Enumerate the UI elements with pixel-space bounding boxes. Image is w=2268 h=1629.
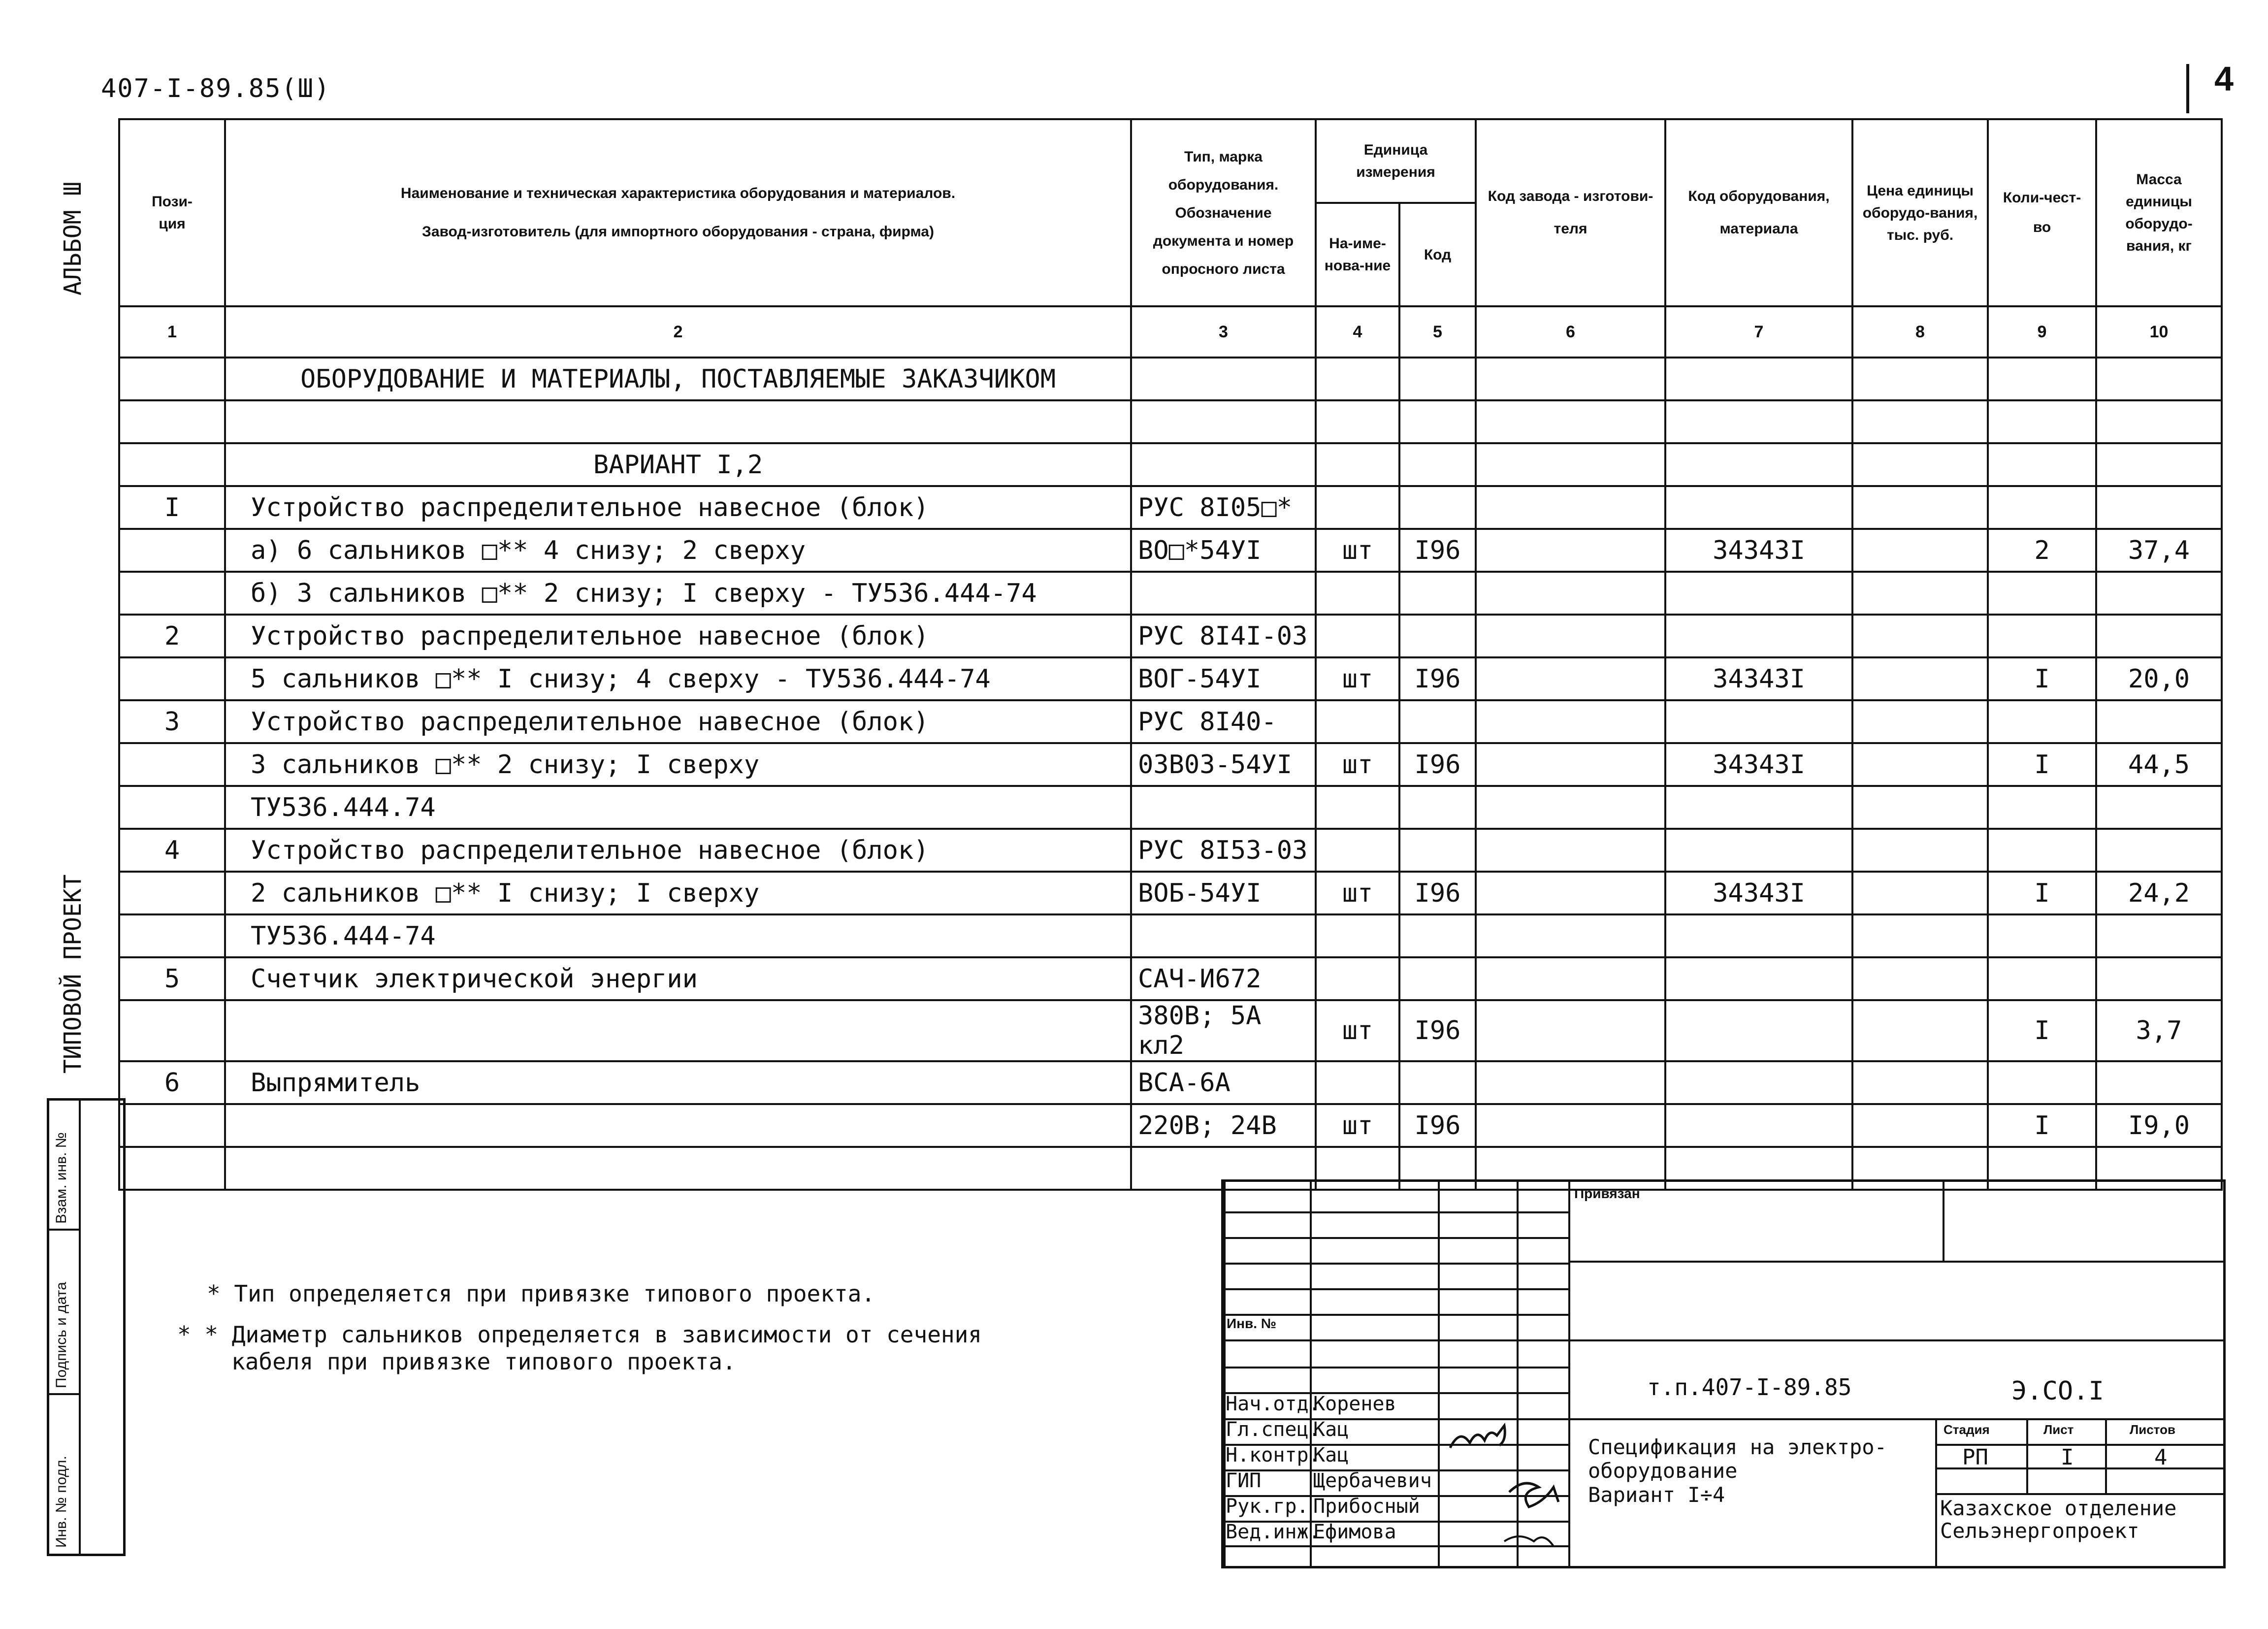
name-cell: а) 6 сальников □** 4 снизу; 2 сверху <box>225 529 1131 572</box>
header-name: Наименование и техническая характеристика оборудования и материалов. Завод-изготовитель (для импортного оборудования - страна, фирма) <box>225 119 1131 306</box>
project-code: т.п.407-I-89.85 <box>1647 1374 1852 1401</box>
name-cell: Счетчик электрической энергии <box>225 957 1131 1000</box>
table-row <box>119 1104 2222 1147</box>
stamp-cell-inventory: Инв. № подл. <box>53 1456 69 1548</box>
unit-cell: шт <box>1316 1104 1399 1147</box>
signature-role: ГИП <box>1226 1469 1262 1492</box>
table-row <box>119 529 2222 572</box>
equipment-code-cell: 34343I <box>1665 657 1852 700</box>
name-cell: ТУ536.444.74 <box>225 786 1131 829</box>
signature-name: Коренев <box>1313 1393 1396 1415</box>
price-cell <box>1852 786 1988 829</box>
equipment-code-cell <box>1665 572 1852 615</box>
unit-code-cell <box>1399 1061 1476 1104</box>
maker-code-cell <box>1476 1000 1665 1061</box>
unit-cell <box>1316 957 1399 1000</box>
header-maker-code: Код завода - изготови-теля <box>1476 119 1665 306</box>
type-cell: ВОГ-54УI <box>1131 657 1316 700</box>
equipment-code-cell <box>1665 1061 1852 1104</box>
type-cell: 380В; 5А кл2 <box>1131 1000 1316 1061</box>
page-number: 4 <box>2214 60 2234 98</box>
table-row <box>119 1000 2222 1061</box>
signature-role: Н.контр. <box>1226 1444 1321 1466</box>
signature-name: Щербачевич <box>1313 1469 1432 1492</box>
price-cell <box>1852 572 1988 615</box>
unit-cell <box>1316 700 1399 743</box>
signature-role: Гл.спец. <box>1226 1418 1321 1441</box>
handwritten-signatures <box>1435 1394 1578 1561</box>
maker-code-cell <box>1476 657 1665 700</box>
side-label-project: ТИПОВОЙ ПРОЕКТ <box>59 874 87 1074</box>
title-block <box>1221 1179 2226 1568</box>
column-number-row: 1 2 3 4 5 6 7 8 9 10 <box>119 306 2222 358</box>
mass-cell <box>2096 1061 2222 1104</box>
signature-role: Вед.инж. <box>1226 1521 1321 1543</box>
specification-table <box>118 118 2223 1191</box>
price-cell <box>1852 1104 1988 1147</box>
quantity-cell: I <box>1988 743 2096 786</box>
table-row <box>119 872 2222 914</box>
header-mass: Масса единицы оборудо-вания, кг <box>2096 119 2222 306</box>
position-cell: 2 <box>119 615 225 657</box>
position-cell: 3 <box>119 700 225 743</box>
position-cell <box>119 1104 225 1147</box>
mass-cell <box>2096 957 2222 1000</box>
quantity-cell <box>1988 957 2096 1000</box>
side-stamp <box>47 1098 126 1556</box>
mass-cell: 24,2 <box>2096 872 2222 914</box>
maker-code-cell <box>1476 486 1665 529</box>
unit-code-cell <box>1399 786 1476 829</box>
position-cell <box>119 1000 225 1061</box>
position-cell <box>119 657 225 700</box>
quantity-cell <box>1988 786 2096 829</box>
type-cell: САЧ-И672 <box>1131 957 1316 1000</box>
mass-cell: 3,7 <box>2096 1000 2222 1061</box>
maker-code-cell <box>1476 786 1665 829</box>
sheet-code: Э.СО.I <box>2011 1376 2104 1406</box>
position-cell <box>119 914 225 957</box>
section-title: ОБОРУДОВАНИЕ И МАТЕРИАЛЫ, ПОСТАВЛЯЕМЫЕ ЗАКАЗЧИКОМ <box>225 358 1131 400</box>
equipment-code-cell <box>1665 1104 1852 1147</box>
unit-code-cell: I96 <box>1399 529 1476 572</box>
unit-code-cell <box>1399 700 1476 743</box>
header-unit: Единица измерения <box>1316 119 1476 203</box>
maker-code-cell <box>1476 872 1665 914</box>
maker-code-cell <box>1476 743 1665 786</box>
mass-cell <box>2096 615 2222 657</box>
header-type: Тип, марка оборудования. Обозначение документа и номер опросного листа <box>1131 119 1316 306</box>
sheets-value: 4 <box>2154 1445 2168 1470</box>
table-row <box>119 743 2222 786</box>
maker-code-cell <box>1476 700 1665 743</box>
name-cell: Устройство распределительное навесное (блок) <box>225 829 1131 872</box>
equipment-code-cell <box>1665 615 1852 657</box>
unit-cell <box>1316 572 1399 615</box>
title-block-inv: Инв. № <box>1227 1316 1277 1331</box>
unit-code-cell <box>1399 957 1476 1000</box>
equipment-code-cell <box>1665 914 1852 957</box>
unit-cell: шт <box>1316 743 1399 786</box>
price-cell <box>1852 914 1988 957</box>
position-cell <box>119 572 225 615</box>
name-cell: Устройство распределительное навесное (блок) <box>225 486 1131 529</box>
price-cell <box>1852 872 1988 914</box>
unit-cell: шт <box>1316 872 1399 914</box>
equipment-code-cell <box>1665 957 1852 1000</box>
table-row <box>119 486 2222 529</box>
side-label-album: АЛЬБОМ Ш <box>59 181 87 295</box>
quantity-cell: 2 <box>1988 529 2096 572</box>
header-quantity: Коли-чест-во <box>1988 119 2096 306</box>
sheet-value: I <box>2061 1445 2074 1470</box>
mass-cell: 37,4 <box>2096 529 2222 572</box>
equipment-code-cell <box>1665 829 1852 872</box>
quantity-cell: I <box>1988 657 2096 700</box>
price-cell <box>1852 1000 1988 1061</box>
unit-code-cell: I96 <box>1399 657 1476 700</box>
mass-cell <box>2096 572 2222 615</box>
table-row <box>119 786 2222 829</box>
header-price: Цена единицы оборудо-вания, тыс. руб. <box>1852 119 1988 306</box>
quantity-cell <box>1988 1061 2096 1104</box>
maker-code-cell <box>1476 572 1665 615</box>
price-cell <box>1852 657 1988 700</box>
type-cell: 03В03-54УI <box>1131 743 1316 786</box>
unit-cell <box>1316 914 1399 957</box>
unit-code-cell: I96 <box>1399 743 1476 786</box>
quantity-cell: I <box>1988 872 2096 914</box>
maker-code-cell <box>1476 1104 1665 1147</box>
maker-code-cell <box>1476 957 1665 1000</box>
type-cell: РУС 8I53-03 <box>1131 829 1316 872</box>
unit-cell <box>1316 786 1399 829</box>
type-cell: РУС 8I05□* <box>1131 486 1316 529</box>
unit-cell <box>1316 486 1399 529</box>
type-cell <box>1131 786 1316 829</box>
mass-cell <box>2096 914 2222 957</box>
type-cell: РУС 8I40- <box>1131 700 1316 743</box>
name-cell <box>225 1147 1131 1190</box>
mass-cell: 44,5 <box>2096 743 2222 786</box>
unit-code-cell <box>1399 615 1476 657</box>
signature-role: Нач.отд. <box>1226 1393 1321 1415</box>
name-cell: 5 сальников □** I снизу; 4 сверху - ТУ536.444-74 <box>225 657 1131 700</box>
price-cell <box>1852 700 1988 743</box>
type-cell: РУС 8I4I-03 <box>1131 615 1316 657</box>
quantity-cell <box>1988 572 2096 615</box>
price-cell <box>1852 829 1988 872</box>
price-cell <box>1852 957 1988 1000</box>
name-cell <box>225 1000 1131 1061</box>
name-cell: б) 3 сальников □** 2 снизу; I сверху - ТУ536.444-74 <box>225 572 1131 615</box>
price-cell <box>1852 743 1988 786</box>
table-row <box>119 572 2222 615</box>
maker-code-cell <box>1476 829 1665 872</box>
quantity-cell <box>1988 829 2096 872</box>
equipment-code-cell <box>1665 486 1852 529</box>
type-cell: ВОБ-54УI <box>1131 872 1316 914</box>
note-diameter: * * Диаметр сальников определяется в зависимости от сечения <box>177 1321 982 1348</box>
stamp-cell-replace: Взам. инв. № <box>49 1101 79 1231</box>
equipment-code-cell: 34343I <box>1665 872 1852 914</box>
stage-value: РП <box>1962 1445 1988 1470</box>
sheet-label: Лист <box>2043 1422 2074 1437</box>
quantity-cell <box>1988 914 2096 957</box>
type-cell: ВСА-6А <box>1131 1061 1316 1104</box>
mass-cell <box>2096 486 2222 529</box>
name-cell <box>225 1104 1131 1147</box>
unit-code-cell: I96 <box>1399 1104 1476 1147</box>
price-cell <box>1852 1061 1988 1104</box>
signature-name: Кац <box>1313 1418 1349 1441</box>
table-row <box>119 1061 2222 1104</box>
mass-cell <box>2096 829 2222 872</box>
header-equipment-code: Код оборудования, материала <box>1665 119 1852 306</box>
name-cell: Устройство распределительное навесное (блок) <box>225 615 1131 657</box>
position-cell: 5 <box>119 957 225 1000</box>
unit-code-cell <box>1399 914 1476 957</box>
signature-role: Рук.гр. <box>1226 1495 1309 1518</box>
unit-cell <box>1316 1061 1399 1104</box>
unit-code-cell: I96 <box>1399 1000 1476 1061</box>
price-cell <box>1852 486 1988 529</box>
price-cell <box>1852 615 1988 657</box>
equipment-code-cell <box>1665 786 1852 829</box>
table-row <box>119 657 2222 700</box>
name-cell: Выпрямитель <box>225 1061 1131 1104</box>
quantity-cell: I <box>1988 1000 2096 1061</box>
type-cell <box>1131 572 1316 615</box>
unit-code-cell <box>1399 572 1476 615</box>
price-cell <box>1852 529 1988 572</box>
document-title: Спецификация на электро- оборудование Вариант I÷4 <box>1588 1435 1887 1507</box>
stage-label: Стадия <box>1944 1422 1990 1437</box>
table-row <box>119 914 2222 957</box>
header-unit-code: Код <box>1399 203 1476 306</box>
quantity-cell <box>1988 615 2096 657</box>
table-row <box>119 829 2222 872</box>
position-cell: 4 <box>119 829 225 872</box>
position-cell <box>119 872 225 914</box>
mass-cell <box>2096 700 2222 743</box>
signature-name: Кац <box>1313 1444 1349 1466</box>
name-cell: 3 сальников □** 2 снизу; I сверху <box>225 743 1131 786</box>
unit-code-cell <box>1399 486 1476 529</box>
position-cell: 6 <box>119 1061 225 1104</box>
stamp-cell-signature: Подпись и дата <box>49 1231 79 1395</box>
organization: Казахское отделение Сельэнергопроект <box>1940 1496 2177 1543</box>
position-cell <box>119 1147 225 1190</box>
note-type: * Тип определяется при привязке типового проекта. <box>207 1280 875 1307</box>
document-code: 407-I-89.85(Ш) <box>101 74 331 103</box>
position-cell <box>119 786 225 829</box>
mass-cell: I9,0 <box>2096 1104 2222 1147</box>
variant-title: ВАРИАНТ I,2 <box>225 443 1131 486</box>
header-unit-name: На-име-нова-ние <box>1316 203 1399 306</box>
signature-name: Ефимова <box>1313 1521 1396 1543</box>
equipment-code-cell: 34343I <box>1665 529 1852 572</box>
unit-cell: шт <box>1316 657 1399 700</box>
quantity-cell <box>1988 486 2096 529</box>
maker-code-cell <box>1476 1061 1665 1104</box>
note-diameter-cont: кабеля при привязке типового проекта. <box>231 1348 736 1375</box>
unit-code-cell <box>1399 829 1476 872</box>
type-cell: 220В; 24В <box>1131 1104 1316 1147</box>
equipment-code-cell <box>1665 700 1852 743</box>
position-cell <box>119 743 225 786</box>
type-cell: ВО□*54УI <box>1131 529 1316 572</box>
name-cell: Устройство распределительное навесное (блок) <box>225 700 1131 743</box>
equipment-code-cell: 34343I <box>1665 743 1852 786</box>
table-row <box>119 700 2222 743</box>
notes <box>177 1280 982 1390</box>
mass-cell: 20,0 <box>2096 657 2222 700</box>
quantity-cell <box>1988 700 2096 743</box>
table-row <box>119 615 2222 657</box>
maker-code-cell <box>1476 615 1665 657</box>
quantity-cell: I <box>1988 1104 2096 1147</box>
maker-code-cell <box>1476 529 1665 572</box>
page-number-bar <box>2186 64 2189 113</box>
unit-cell: шт <box>1316 529 1399 572</box>
mass-cell <box>2096 786 2222 829</box>
unit-cell <box>1316 615 1399 657</box>
position-cell: I <box>119 486 225 529</box>
unit-cell: шт <box>1316 1000 1399 1061</box>
position-cell <box>119 529 225 572</box>
sheets-label: Листов <box>2130 1422 2175 1437</box>
title-block-privyazan: Привязан <box>1574 1186 1640 1201</box>
name-cell: ТУ536.444-74 <box>225 914 1131 957</box>
maker-code-cell <box>1476 914 1665 957</box>
unit-cell <box>1316 829 1399 872</box>
equipment-code-cell <box>1665 1000 1852 1061</box>
unit-code-cell: I96 <box>1399 872 1476 914</box>
name-cell: 2 сальников □** I снизу; I сверху <box>225 872 1131 914</box>
type-cell <box>1131 914 1316 957</box>
header-position: Пози- ция <box>119 119 225 306</box>
signature-name: Прибосный <box>1313 1495 1420 1518</box>
table-row <box>119 957 2222 1000</box>
